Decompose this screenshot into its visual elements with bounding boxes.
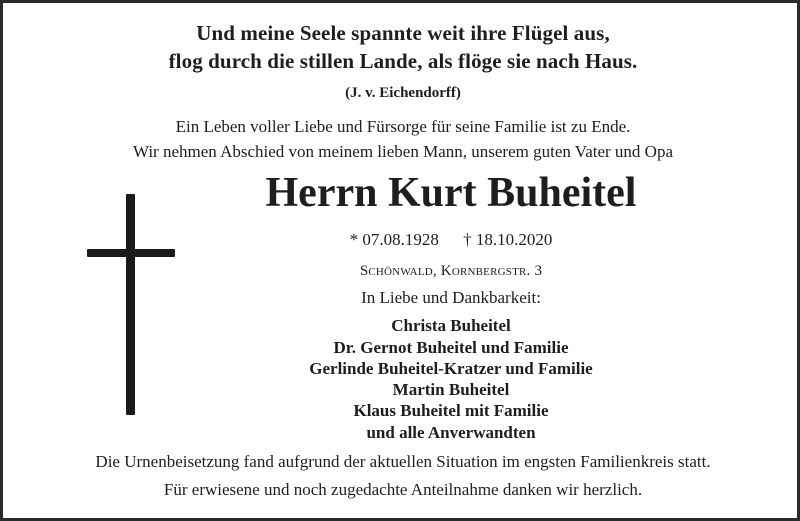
mourner-item: Dr. Gernot Buheitel und Familie [333, 338, 569, 357]
footer-line-1: Die Urnenbeisetzung fand aufgrund der aktuellen Situation im engsten Familienkreis statt. [95, 452, 711, 471]
motto-line-1: Und meine Seele spannte weit ihre Flügel aus, [196, 21, 610, 45]
cross-icon-crossbar [87, 249, 175, 257]
mourner-item: und alle Anverwandten [366, 423, 536, 442]
birth-date: * 07.08.1928 [349, 230, 439, 249]
motto-line-2: flog durch die stillen Lande, als flöge sie nach Haus. [168, 49, 638, 73]
death-date: † 18.10.2020 [463, 230, 553, 249]
intro-line-2: Wir nehmen Abschied von meinem lieben Mann, unserem guten Vater und Opa [132, 142, 674, 161]
motto-attribution: (J. v. Eichendorff) [345, 85, 461, 101]
mourner-item: Martin Buheitel [392, 380, 510, 399]
deceased-name: Herrn Kurt Buheitel [265, 170, 637, 216]
intro-line-1: Ein Leben voller Liebe und Fürsorge für seine Familie ist zu Ende. [175, 117, 631, 136]
footer-line-2: Für erwiesene und noch zugedachte Anteilnahme danken wir herzlich. [163, 480, 643, 499]
mourner-item: Christa Buheitel [391, 316, 511, 335]
mourner-item: Klaus Buheitel mit Familie [353, 401, 549, 420]
mourner-item: Gerlinde Buheitel-Kratzer und Familie [309, 359, 593, 378]
deceased-address: Schönwald, Kornbergstr. 3 [359, 263, 543, 279]
thanks-intro: In Liebe und Dankbarkeit: [361, 288, 541, 307]
life-dates [51, 230, 800, 250]
